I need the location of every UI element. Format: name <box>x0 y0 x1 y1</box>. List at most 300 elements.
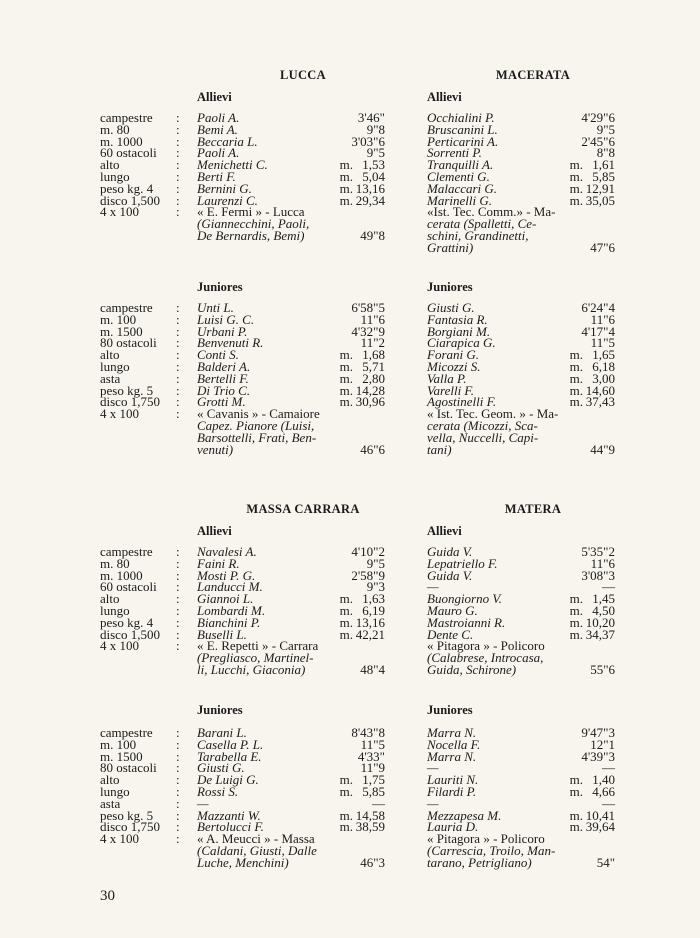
event-name: lungo <box>100 602 130 618</box>
event-colon: : <box>176 180 180 196</box>
athlete-name: Borgiani M. <box>427 323 491 339</box>
event-name: asta <box>100 370 121 386</box>
unit-prefix: m. <box>569 168 583 184</box>
athlete-name: Guida V. <box>427 544 473 559</box>
relay-line: « Cavanis » - Camaiore <box>197 406 320 422</box>
relay-line: Barsottelli, Frati, Ben- <box>197 429 317 445</box>
event-name: peso kg. 5 <box>100 382 154 398</box>
province-title-matera: MATERA <box>504 502 562 516</box>
result-mark: 3'03"6 <box>351 133 385 149</box>
unit-prefix: m. <box>569 819 583 835</box>
results-massa-allievi <box>197 546 385 676</box>
relay-mark: 48"4 <box>360 661 385 677</box>
athlete-name: Ciarapica G. <box>427 335 496 351</box>
section-juniores-macerata: Juniores <box>427 280 473 294</box>
result-row <box>427 748 615 764</box>
event-colon: : <box>176 370 180 386</box>
relay-entry <box>427 206 615 253</box>
event-name: peso kg. 5 <box>100 807 154 823</box>
event-colon: : <box>176 760 180 776</box>
unit-prefix: m. <box>569 347 583 363</box>
event-colon: : <box>176 555 180 571</box>
section-juniores-massa: Juniores <box>197 703 243 717</box>
result-row <box>197 783 385 799</box>
province-title-massa-carrara: MASSA CARRARA <box>246 502 360 516</box>
athlete-name: Giusti G. <box>197 760 245 776</box>
result-mark: 3,00 <box>592 370 615 386</box>
event-label <box>100 206 184 218</box>
athlete-name: Balderi A. <box>197 358 251 374</box>
event-colon: : <box>176 394 180 410</box>
unit-prefix: m. <box>569 370 583 386</box>
event-name: alto <box>100 772 120 788</box>
result-mark: 6,19 <box>362 602 385 618</box>
athlete-name: Mastroianni R. <box>427 614 506 630</box>
relay-line: « Pitagora » - Policoro <box>427 638 545 654</box>
event-colon: : <box>176 168 180 184</box>
unit-prefix: m. <box>339 358 353 374</box>
athlete-name: Malaccari G. <box>427 180 498 196</box>
athlete-name: Fantasia R. <box>427 311 488 327</box>
unit-prefix: m. <box>339 370 353 386</box>
athlete-name: Lauriti N. <box>427 772 479 788</box>
result-mark: — <box>602 579 615 595</box>
result-mark: 1,53 <box>362 157 385 173</box>
athlete-name: Marinelli G. <box>427 192 492 208</box>
unit-prefix: m. <box>339 591 353 607</box>
result-mark: 14,58 <box>355 807 385 823</box>
athlete-name: Buselli L. <box>197 626 247 642</box>
athlete-name: Barani L. <box>197 725 247 740</box>
result-mark: — <box>602 795 615 811</box>
athlete-name: Bianchini P. <box>197 614 261 630</box>
athlete-name: Varelli F. <box>427 382 474 398</box>
athlete-name: Tranquilli A. <box>427 157 494 173</box>
event-name: disco 1,500 <box>100 626 160 642</box>
result-mark: 4,66 <box>592 783 615 799</box>
athlete-name: Lombardi M. <box>197 602 266 618</box>
unit-prefix: m. <box>339 602 353 618</box>
relay-entry <box>197 833 385 868</box>
relay-line: li, Lucchi, Giaconia) <box>197 661 306 677</box>
relay-line: (Calabrese, Introcasa, <box>427 650 544 666</box>
event-colon: : <box>176 145 180 161</box>
athlete-name: Sorrenti P. <box>427 145 482 161</box>
relay-line: vella, Nuccelli, Capi- <box>427 429 539 445</box>
relay-line: « E. Repetti » - Carrara <box>197 638 319 654</box>
athlete-name: Mezzapesa M. <box>427 807 502 823</box>
section-allievi-lucca: Allievi <box>197 90 232 104</box>
event-name: peso kg. 4 <box>100 180 154 196</box>
athlete-name: — <box>427 795 439 811</box>
event-name: alto <box>100 157 120 173</box>
event-colon: : <box>176 311 180 327</box>
event-name: campestre <box>100 110 153 125</box>
athlete-name: Forani G. <box>427 347 479 363</box>
result-mark: 14,28 <box>355 382 385 398</box>
event-colon: : <box>176 748 180 764</box>
relay-line: tani) <box>427 441 452 457</box>
result-mark: 5,85 <box>592 168 615 184</box>
event-name: 60 ostacoli <box>100 579 157 595</box>
relay-line: (Carrescia, Troilo, Man- <box>427 842 556 858</box>
event-name: 4 x 100 <box>100 204 139 220</box>
athlete-name: Marra N. <box>427 748 477 764</box>
athlete-name: Laurenzi C. <box>197 192 258 208</box>
event-colon: : <box>176 358 180 374</box>
event-name: m. 80 <box>100 555 130 571</box>
unit-prefix: m. <box>569 807 583 823</box>
result-mark: 14,60 <box>585 382 615 398</box>
event-name: m. 1000 <box>100 567 143 583</box>
province-title-lucca: LUCCA <box>280 68 326 82</box>
athlete-name: Benvenuti R. <box>197 335 264 351</box>
section-juniores-lucca: Juniores <box>197 280 243 294</box>
results-lucca-allievi <box>197 112 385 242</box>
results-matera-juniores <box>427 727 615 869</box>
unit-prefix: m. <box>339 180 353 196</box>
unit-prefix: m. <box>569 783 583 799</box>
event-name: 60 ostacoli <box>100 145 157 161</box>
athlete-name: Faini R. <box>197 555 240 571</box>
unit-prefix: m. <box>569 157 583 173</box>
relay-line: cerata (Spalletti, Ce- <box>427 216 537 232</box>
unit-prefix: m. <box>339 347 353 363</box>
unit-prefix: m. <box>339 192 353 208</box>
result-mark: 4'33" <box>357 748 385 764</box>
relay-line: Guida, Schirone) <box>427 661 517 677</box>
event-colon: : <box>176 323 180 339</box>
athlete-name: Conti S. <box>197 347 239 363</box>
events-juniores-top <box>100 302 184 420</box>
events-juniores-bottom <box>100 727 184 845</box>
event-colon: : <box>176 638 180 654</box>
athlete-name: Valla P. <box>427 370 467 386</box>
athlete-name: Agostinelli F. <box>427 394 497 410</box>
result-mark: 13,16 <box>355 180 385 196</box>
relay-line: (Caldani, Giusti, Dalle <box>197 842 317 858</box>
result-mark: 35,05 <box>585 192 615 208</box>
result-mark: 6,18 <box>592 358 615 374</box>
result-mark: 11"5 <box>590 335 615 351</box>
result-mark: 1,63 <box>362 591 385 607</box>
relay-entry <box>427 408 615 455</box>
result-mark: 38,59 <box>355 819 385 835</box>
result-mark: 11"6 <box>590 555 615 571</box>
unit-prefix: m. <box>569 626 583 642</box>
unit-prefix: m. <box>569 394 583 410</box>
event-name: campestre <box>100 544 153 559</box>
result-mark: 4'10"2 <box>351 544 385 559</box>
event-colon: : <box>176 567 180 583</box>
athlete-name: Filardi P. <box>427 783 477 799</box>
relay-line: tarano, Petrigliano) <box>427 854 532 870</box>
result-mark: 13,16 <box>355 614 385 630</box>
province-title-macerata: MACERATA <box>495 68 571 82</box>
unit-prefix: m. <box>569 602 583 618</box>
event-name: 80 ostacoli <box>100 760 157 776</box>
unit-prefix: m. <box>569 180 583 196</box>
relay-line: « E. Fermi » - Lucca <box>197 204 305 220</box>
result-mark: 39,64 <box>585 819 615 835</box>
athlete-name: Bertelli F. <box>197 370 249 386</box>
section-allievi-massa: Allievi <box>197 524 232 538</box>
result-mark: 12,91 <box>585 180 615 196</box>
result-mark: 10,41 <box>585 807 615 823</box>
athlete-name: Di Trio C. <box>197 382 251 398</box>
athlete-name: Mazzanti W. <box>197 807 261 823</box>
relay-line: Luche, Menchini) <box>197 854 289 870</box>
athlete-name: Lauria D. <box>427 819 479 835</box>
athlete-name: Mauro G. <box>427 602 478 618</box>
unit-prefix: m. <box>339 382 353 398</box>
athlete-name: Tarabella E. <box>197 748 262 764</box>
event-colon: : <box>176 382 180 398</box>
result-mark: 12"1 <box>590 736 615 752</box>
athlete-name: Giusti G. <box>427 300 475 315</box>
athlete-name: Landucci M. <box>197 579 263 595</box>
relay-mark: 49"8 <box>360 227 385 243</box>
event-name: m. 1500 <box>100 323 143 339</box>
result-row <box>427 567 615 583</box>
athlete-name: Casella P. L. <box>197 736 264 752</box>
event-colon: : <box>176 795 180 811</box>
result-mark: 8'43"8 <box>351 725 385 740</box>
relay-entry <box>427 833 615 868</box>
event-name: 4 x 100 <box>100 831 139 847</box>
result-mark: 30,96 <box>355 394 385 410</box>
relay-line: (Pregliasco, Martinel- <box>197 650 314 666</box>
event-name: alto <box>100 347 120 363</box>
result-mark: 9"5 <box>596 121 615 137</box>
result-mark: — <box>372 795 385 811</box>
athlete-name: Bruscanini L. <box>427 121 498 137</box>
result-mark: 9"5 <box>366 555 385 571</box>
relay-mark: 44"9 <box>590 441 615 457</box>
unit-prefix: m. <box>569 772 583 788</box>
athlete-name: Guida V. <box>427 567 473 583</box>
unit-prefix: m. <box>339 807 353 823</box>
event-name: m. 80 <box>100 121 130 137</box>
event-name: 4 x 100 <box>100 406 139 422</box>
relay-mark: 47"6 <box>590 239 615 255</box>
event-colon: : <box>176 807 180 823</box>
event-name: 80 ostacoli <box>100 335 157 351</box>
event-colon: : <box>176 591 180 607</box>
result-mark: 9"8 <box>366 121 385 137</box>
event-label <box>100 408 184 420</box>
athlete-name: Micozzi S. <box>427 358 481 374</box>
relay-entry <box>197 640 385 675</box>
athlete-name: Beccaria L. <box>197 133 258 149</box>
athlete-name: Unti L. <box>197 300 234 315</box>
relay-line: (Giannecchini, Paoli, <box>197 216 310 232</box>
result-mark: 1,75 <box>362 772 385 788</box>
event-name: m. 100 <box>100 311 137 327</box>
unit-prefix: m. <box>569 614 583 630</box>
relay-mark: 46"6 <box>360 441 385 457</box>
event-colon: : <box>176 406 180 422</box>
relay-line: Grattini) <box>427 239 474 255</box>
event-name: disco 1,750 <box>100 394 160 410</box>
event-label <box>100 833 184 845</box>
athlete-name: Lepatriello F. <box>427 555 498 571</box>
event-name: m. 1500 <box>100 748 143 764</box>
result-mark: 4'39"3 <box>581 748 615 764</box>
events-allievi-top <box>100 112 184 218</box>
event-label <box>100 640 184 652</box>
relay-line: cerata (Micozzi, Sca- <box>427 417 538 433</box>
athlete-name: Mosti P. G. <box>197 567 256 583</box>
result-mark: 11"6 <box>590 311 615 327</box>
result-mark: 5,85 <box>362 783 385 799</box>
event-name: m. 100 <box>100 736 137 752</box>
results-lucca-juniores <box>197 302 385 455</box>
athlete-name: Marra N. <box>427 725 477 740</box>
relay-mark: 46"3 <box>360 854 385 870</box>
event-name: lungo <box>100 783 130 799</box>
result-mark: 1,40 <box>592 772 615 788</box>
event-colon: : <box>176 772 180 788</box>
event-colon: : <box>176 192 180 208</box>
result-mark: 4'17"4 <box>581 323 615 339</box>
relay-mark: 54" <box>596 854 615 870</box>
result-mark: 1,68 <box>362 347 385 363</box>
relay-mark: 55"6 <box>590 661 615 677</box>
event-colon: : <box>176 204 180 220</box>
section-allievi-macerata: Allievi <box>427 90 462 104</box>
relay-line: «Ist. Tec. Comm.» - Ma- <box>427 204 556 220</box>
result-mark: 1,65 <box>592 347 615 363</box>
relay-line: « Ist. Tec. Geom. » - Ma- <box>427 406 559 422</box>
athlete-name: Perticarini A. <box>427 133 499 149</box>
event-colon: : <box>176 157 180 173</box>
unit-prefix: m. <box>569 192 583 208</box>
athlete-name: — <box>427 579 439 595</box>
athlete-name: Buongiorno V. <box>427 591 502 607</box>
result-mark: 2,80 <box>362 370 385 386</box>
athlete-name: Grotti M. <box>197 394 246 410</box>
result-mark: 4,50 <box>592 602 615 618</box>
event-name: campestre <box>100 725 153 740</box>
result-mark: 6'24"4 <box>581 300 615 315</box>
event-colon: : <box>176 831 180 847</box>
result-mark: 11"2 <box>360 335 385 351</box>
athlete-name: Menichetti C. <box>197 157 268 173</box>
event-name: 4 x 100 <box>100 638 139 654</box>
event-colon: : <box>176 121 180 137</box>
event-name: asta <box>100 795 121 811</box>
athlete-name: — <box>427 760 439 776</box>
event-colon: : <box>176 133 180 149</box>
event-name: campestre <box>100 300 153 315</box>
event-name: m. 1000 <box>100 133 143 149</box>
event-name: alto <box>100 591 120 607</box>
result-mark: 9'47"3 <box>581 725 615 740</box>
result-mark: 42,21 <box>355 626 385 642</box>
athlete-name: Bemi A. <box>197 121 238 137</box>
athlete-name: Urbani P. <box>197 323 248 339</box>
event-colon: : <box>176 736 180 752</box>
athlete-name: Navalesi A. <box>197 544 257 559</box>
athlete-name: Paoli A. <box>197 145 240 161</box>
result-mark: — <box>602 760 615 776</box>
unit-prefix: m. <box>339 157 353 173</box>
result-mark: 6'58"5 <box>351 300 385 315</box>
section-juniores-matera: Juniores <box>427 703 473 717</box>
unit-prefix: m. <box>339 626 353 642</box>
relay-entry <box>197 206 385 241</box>
result-mark: 37,43 <box>585 394 615 410</box>
result-mark: 8"8 <box>596 145 615 161</box>
page-number: 30 <box>100 888 115 904</box>
relay-entry <box>197 408 385 455</box>
unit-prefix: m. <box>339 772 353 788</box>
event-name: disco 1,500 <box>100 192 160 208</box>
event-colon: : <box>176 725 180 740</box>
result-mark: 1,45 <box>592 591 615 607</box>
relay-line: « Pitagora » - Policoro <box>427 831 545 847</box>
athlete-name: Clementi G. <box>427 168 490 184</box>
result-mark: 4'32"9 <box>351 323 385 339</box>
result-mark: 5'35"2 <box>581 544 615 559</box>
results-macerata-allievi <box>427 112 615 254</box>
athlete-name: Dente C. <box>427 626 474 642</box>
athlete-name: De Luigi G. <box>197 772 259 788</box>
athlete-name: — <box>197 795 209 811</box>
event-name: lungo <box>100 358 130 374</box>
results-massa-juniores <box>197 727 385 869</box>
event-name: disco 1,750 <box>100 819 160 835</box>
result-mark: 5,71 <box>362 358 385 374</box>
relay-line: venuti) <box>197 441 234 457</box>
relay-line: schini, Grandinetti, <box>427 227 529 243</box>
event-colon: : <box>176 300 180 315</box>
result-mark: 2'45"6 <box>581 133 615 149</box>
athlete-name: Bernini G. <box>197 180 252 196</box>
athlete-name: Rossi S. <box>197 783 239 799</box>
athlete-name: Luisi G. C. <box>197 311 255 327</box>
relay-line: De Bernardis, Bemi) <box>197 227 305 243</box>
event-colon: : <box>176 335 180 351</box>
result-mark: 11"6 <box>360 311 385 327</box>
event-colon: : <box>176 783 180 799</box>
result-mark: 29,34 <box>355 192 385 208</box>
event-colon: : <box>176 602 180 618</box>
relay-line: Capez. Pianore (Luisi, <box>197 417 315 433</box>
event-name: peso kg. 4 <box>100 614 154 630</box>
event-colon: : <box>176 544 180 559</box>
event-colon: : <box>176 819 180 835</box>
result-row <box>427 783 615 799</box>
relay-line: « A. Meucci » - Massa <box>197 831 315 847</box>
result-mark: 1,61 <box>592 157 615 173</box>
athlete-name: Nocella F. <box>427 736 481 752</box>
unit-prefix: m. <box>569 358 583 374</box>
athlete-name: Occhialini P. <box>427 110 495 125</box>
result-mark: 10,20 <box>585 614 615 630</box>
result-mark: 3'08"3 <box>581 567 615 583</box>
athlete-name: Berti F. <box>197 168 236 184</box>
event-colon: : <box>176 614 180 630</box>
athlete-name: Bertolucci F. <box>197 819 264 835</box>
result-mark: 9"3 <box>366 579 385 595</box>
athlete-name: Paoli A. <box>197 110 240 125</box>
result-mark: 11"9 <box>360 760 385 776</box>
event-colon: : <box>176 110 180 125</box>
unit-prefix: m. <box>569 591 583 607</box>
result-mark: 3'46" <box>357 110 385 125</box>
